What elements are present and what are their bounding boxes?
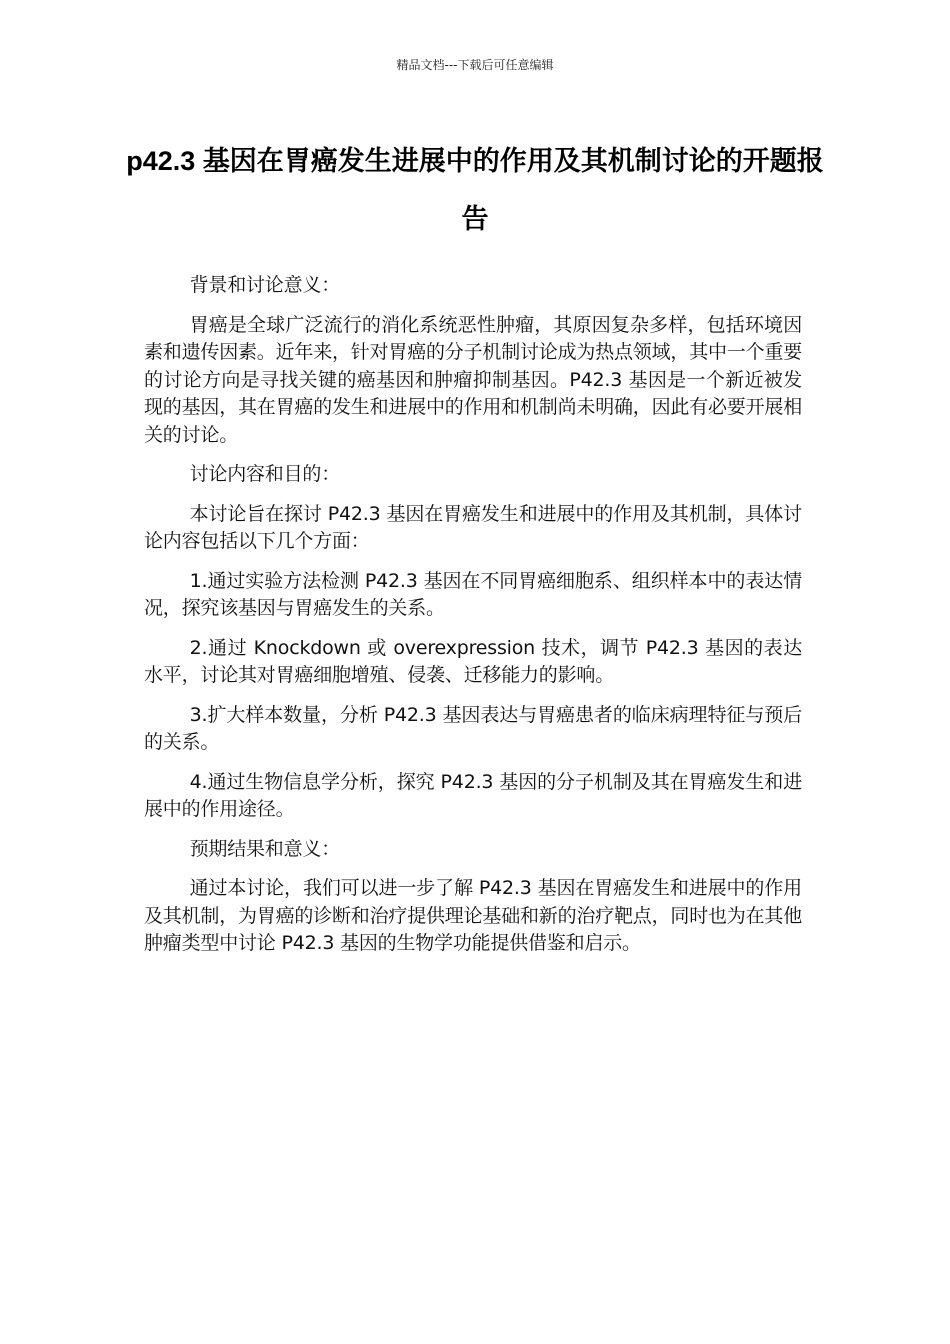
list-item-1: 1.通过实验方法检测 P42.3 基因在不同胃癌细胞系、组织样本中的表达情况，探究该基因与胃癌发生的关系。 (144, 569, 802, 619)
section-heading-background: 背景和讨论意义： (189, 274, 340, 296)
paragraph-background: 胃癌是全球广泛流行的消化系统恶性肿瘤，其原因复杂多样，包括环境因素和遗传因素。近年来，针对胃癌的分子机制讨论成为热点领域，其中一个重要的讨论方向是寻找关键的癌基因和肿瘤抑制基因。P42.3 基因是一个新近被发现的基因，其在胃癌的发生和进展中的作用和机制尚未明确，因此有必要开展相关的讨论。 (144, 313, 803, 446)
document-title: p42.3 基因在胃癌发生进展中的作用及其机制讨论的开题报告 (126, 146, 824, 234)
section-heading-content: 讨论内容和目的： (189, 463, 340, 485)
list-item-3: 3.扩大样本数量，分析 P42.3 基因表达与胃癌患者的临床病理特征与预后的关系。 (144, 703, 802, 753)
paragraph-expected: 通过本讨论，我们可以进一步了解 P42.3 基因在胃癌发生和进展中的作用及其机制，为胃癌的诊断和治疗提供理论基础和新的治疗靶点，同时也为在其他肿瘤类型中讨论 P42.3 基因的生物学功能提供借鉴和启示。 (144, 877, 803, 954)
section-heading-expected: 预期结果和意义： (189, 837, 340, 860)
header-note: 精品文档---下载后可任意编辑 (396, 58, 554, 72)
list-item-4: 4.通过生物信息学分析，探究 P42.3 基因的分子机制及其在胃癌发生和进展中的作用途径。 (144, 770, 802, 820)
document-body (144, 272, 802, 970)
list-item-2: 2.通过 Knockdown 或 overexpression 技术，调节 P42.3 基因的表达水平，讨论其对胃癌细胞增殖、侵袭、迁移能力的影响。 (144, 636, 802, 686)
paragraph-content-intro: 本讨论旨在探讨 P42.3 基因在胃癌发生和进展中的作用及其机制，具体讨论内容包括以下几个方面： (144, 502, 802, 552)
